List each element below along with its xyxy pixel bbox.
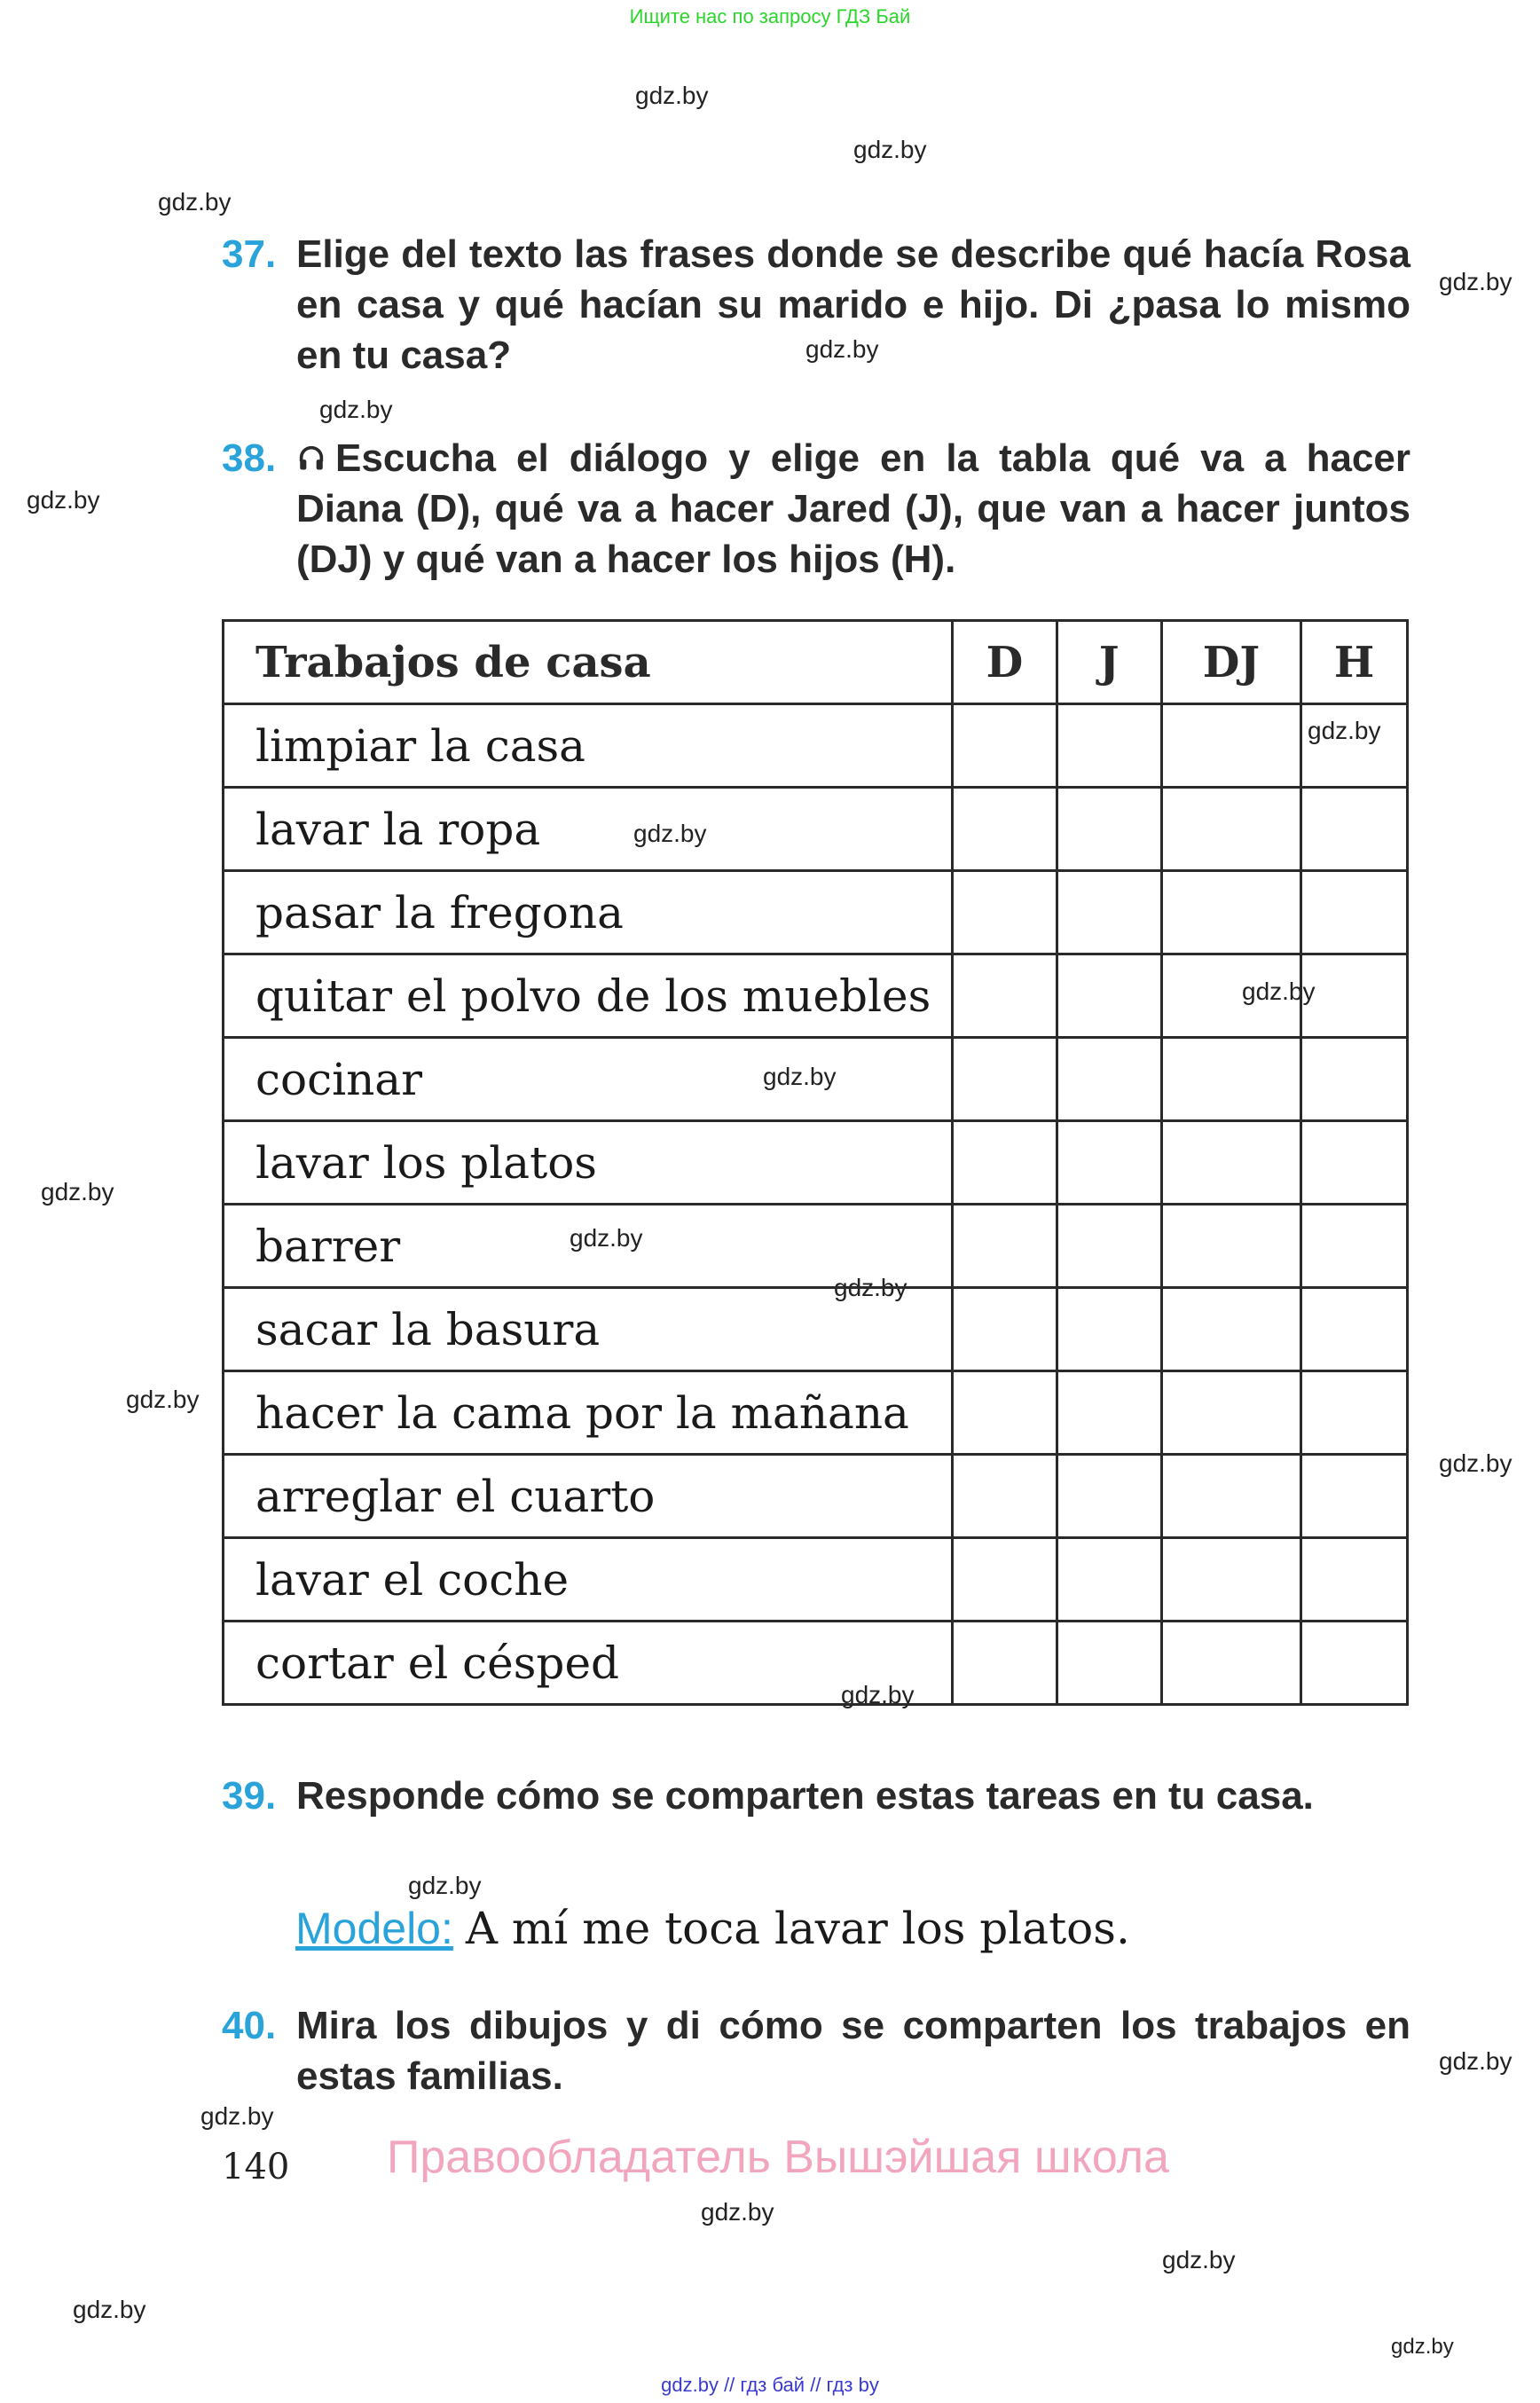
check-cell[interactable] (1301, 1288, 1408, 1371)
watermark: gdz.by (158, 188, 232, 216)
watermark: gdz.by (41, 1178, 114, 1205)
header-d: D (953, 621, 1057, 704)
check-cell[interactable] (953, 1455, 1057, 1538)
check-cell[interactable] (1301, 1121, 1408, 1205)
watermark: gdz.by (633, 820, 707, 847)
table-row (224, 871, 1408, 954)
table-row (224, 1371, 1408, 1455)
headphones-icon (296, 443, 326, 473)
table-row (224, 704, 1408, 788)
table-row (224, 1121, 1408, 1205)
check-cell[interactable] (1301, 1371, 1408, 1455)
check-cell[interactable] (953, 704, 1057, 788)
watermark: gdz.by (319, 396, 393, 423)
check-cell[interactable] (1161, 954, 1301, 1038)
table-row (224, 788, 1408, 871)
chore-label: hacer la cama por la mañana (224, 1371, 953, 1455)
chore-label: cortar el césped (224, 1622, 953, 1705)
check-cell[interactable] (953, 1205, 1057, 1288)
check-cell[interactable] (953, 1538, 1057, 1622)
check-cell[interactable] (953, 1121, 1057, 1205)
modelo-label[interactable]: Modelo: (295, 1904, 453, 1953)
check-cell[interactable] (953, 788, 1057, 871)
check-cell[interactable] (1161, 1038, 1301, 1121)
chore-label: quitar el polvo de los muebles (224, 954, 953, 1038)
chore-label: lavar el coche (224, 1538, 953, 1622)
check-cell[interactable] (1301, 1455, 1408, 1538)
check-cell[interactable] (1301, 1622, 1408, 1705)
table-row (224, 1288, 1408, 1371)
task-text: Responde cómo se comparten estas tareas en tu casa. (296, 1774, 1314, 1818)
watermark: gdz.by (805, 335, 879, 363)
check-cell[interactable] (1057, 1455, 1161, 1538)
watermark: gdz.by (200, 2102, 274, 2130)
check-cell[interactable] (1161, 1371, 1301, 1455)
table-row (224, 1038, 1408, 1121)
task-37 (222, 229, 1410, 381)
check-cell[interactable] (953, 871, 1057, 954)
header-h: H (1301, 621, 1408, 704)
task-40 (222, 2000, 1410, 2101)
check-cell[interactable] (1057, 788, 1161, 871)
check-cell[interactable] (1057, 704, 1161, 788)
rights-holder: Правообладатель Вышэйшая школа (387, 2132, 1169, 2183)
task-number: 39. (222, 1774, 277, 1818)
check-cell[interactable] (1161, 1205, 1301, 1288)
header-j: J (1057, 621, 1161, 704)
check-cell[interactable] (1057, 954, 1161, 1038)
table-row (224, 1205, 1408, 1288)
watermark: gdz.by (408, 1872, 482, 1899)
table-header-row (224, 621, 1408, 704)
task-text: Elige del texto las frases donde se describe qué hacía Rosa en casa y qué hacían su marido e hijo. Di ¿pasa lo mismo en tu casa? (296, 232, 1410, 377)
header-dj: DJ (1161, 621, 1301, 704)
chore-label: pasar la fregona (224, 871, 953, 954)
check-cell[interactable] (953, 1371, 1057, 1455)
task-number: 38. (222, 436, 277, 480)
header-chores: Trabajos de casa (224, 621, 953, 704)
chore-label: sacar la basura (224, 1288, 953, 1371)
table-row (224, 954, 1408, 1038)
watermark: gdz.by (834, 1274, 908, 1301)
check-cell[interactable] (1301, 1038, 1408, 1121)
modelo-example (295, 1903, 1130, 1954)
chore-label: cocinar (224, 1038, 953, 1121)
watermark: gdz.by (841, 1681, 915, 1708)
chore-label: limpiar la casa (224, 704, 953, 788)
task-39 (222, 1771, 1410, 1821)
page-number: 140 (222, 2147, 290, 2187)
check-cell[interactable] (1057, 1205, 1161, 1288)
watermark: gdz.by (701, 2198, 774, 2226)
watermark: gdz.by (1308, 717, 1381, 744)
modelo-text: A mí me toca lavar los platos. (465, 1903, 1130, 1954)
watermark: gdz.by (853, 136, 927, 163)
check-cell[interactable] (1301, 704, 1408, 788)
check-cell[interactable] (1057, 1371, 1161, 1455)
watermark: gdz.by (27, 486, 100, 514)
check-cell[interactable] (1057, 1288, 1161, 1371)
top-banner[interactable]: Ищите нас по запросу ГДЗ Бай (629, 5, 911, 27)
check-cell[interactable] (1057, 1538, 1161, 1622)
watermark: gdz.by (1242, 978, 1316, 1005)
check-cell[interactable] (953, 1622, 1057, 1705)
watermark: gdz.by (1439, 2047, 1512, 2075)
table-row (224, 1538, 1408, 1622)
check-cell[interactable] (1161, 1538, 1301, 1622)
check-cell[interactable] (1161, 1622, 1301, 1705)
footer-links[interactable]: gdz.by // гдз бай // гдз by (661, 2374, 879, 2396)
check-cell[interactable] (1161, 1455, 1301, 1538)
watermark: gdz.by (635, 82, 709, 109)
check-cell[interactable] (953, 1038, 1057, 1121)
check-cell[interactable] (953, 1288, 1057, 1371)
chore-label: barrer (224, 1205, 953, 1288)
watermark: gdz.by (763, 1063, 837, 1090)
check-cell[interactable] (1057, 1038, 1161, 1121)
watermark: gdz.by (570, 1224, 643, 1252)
task-text (296, 433, 1410, 585)
check-cell[interactable] (1301, 954, 1408, 1038)
check-cell[interactable] (1057, 871, 1161, 954)
chore-label: arreglar el cuarto (224, 1455, 953, 1538)
check-cell[interactable] (1301, 1538, 1408, 1622)
watermark: gdz.by (1439, 1449, 1512, 1477)
check-cell[interactable] (1301, 871, 1408, 954)
table-row (224, 1455, 1408, 1538)
table-row (224, 1622, 1408, 1705)
task-number: 40. (222, 2004, 277, 2047)
check-cell[interactable] (1301, 1205, 1408, 1288)
chores-table (222, 619, 1409, 1706)
watermark: gdz.by (73, 2296, 146, 2323)
watermark: gdz.by (1439, 268, 1512, 295)
watermark: gdz.by (1391, 2335, 1454, 2359)
check-cell[interactable] (1161, 1288, 1301, 1371)
check-cell[interactable] (1161, 704, 1301, 788)
task-text: Mira los dibujos y di cómo se comparten los trabajos en estas familias. (296, 2004, 1410, 2098)
check-cell[interactable] (1057, 1121, 1161, 1205)
check-cell[interactable] (1301, 788, 1408, 871)
check-cell[interactable] (953, 954, 1057, 1038)
watermark: gdz.by (126, 1386, 200, 1413)
check-cell[interactable] (1161, 871, 1301, 954)
task-38 (222, 433, 1410, 585)
check-cell[interactable] (1161, 788, 1301, 871)
check-cell[interactable] (1057, 1622, 1161, 1705)
task-number: 37. (222, 232, 277, 276)
task-38-text: Escucha el diálogo y elige en la tabla qué va a hacer Diana (D), qué va a hacer Jared (J), que van a hacer juntos (DJ) y qué van a hacer los hijos (H). (296, 436, 1410, 581)
chore-label: lavar la ropa (224, 788, 953, 871)
watermark: gdz.by (1162, 2246, 1236, 2273)
chore-label: lavar los platos (224, 1121, 953, 1205)
check-cell[interactable] (1161, 1121, 1301, 1205)
